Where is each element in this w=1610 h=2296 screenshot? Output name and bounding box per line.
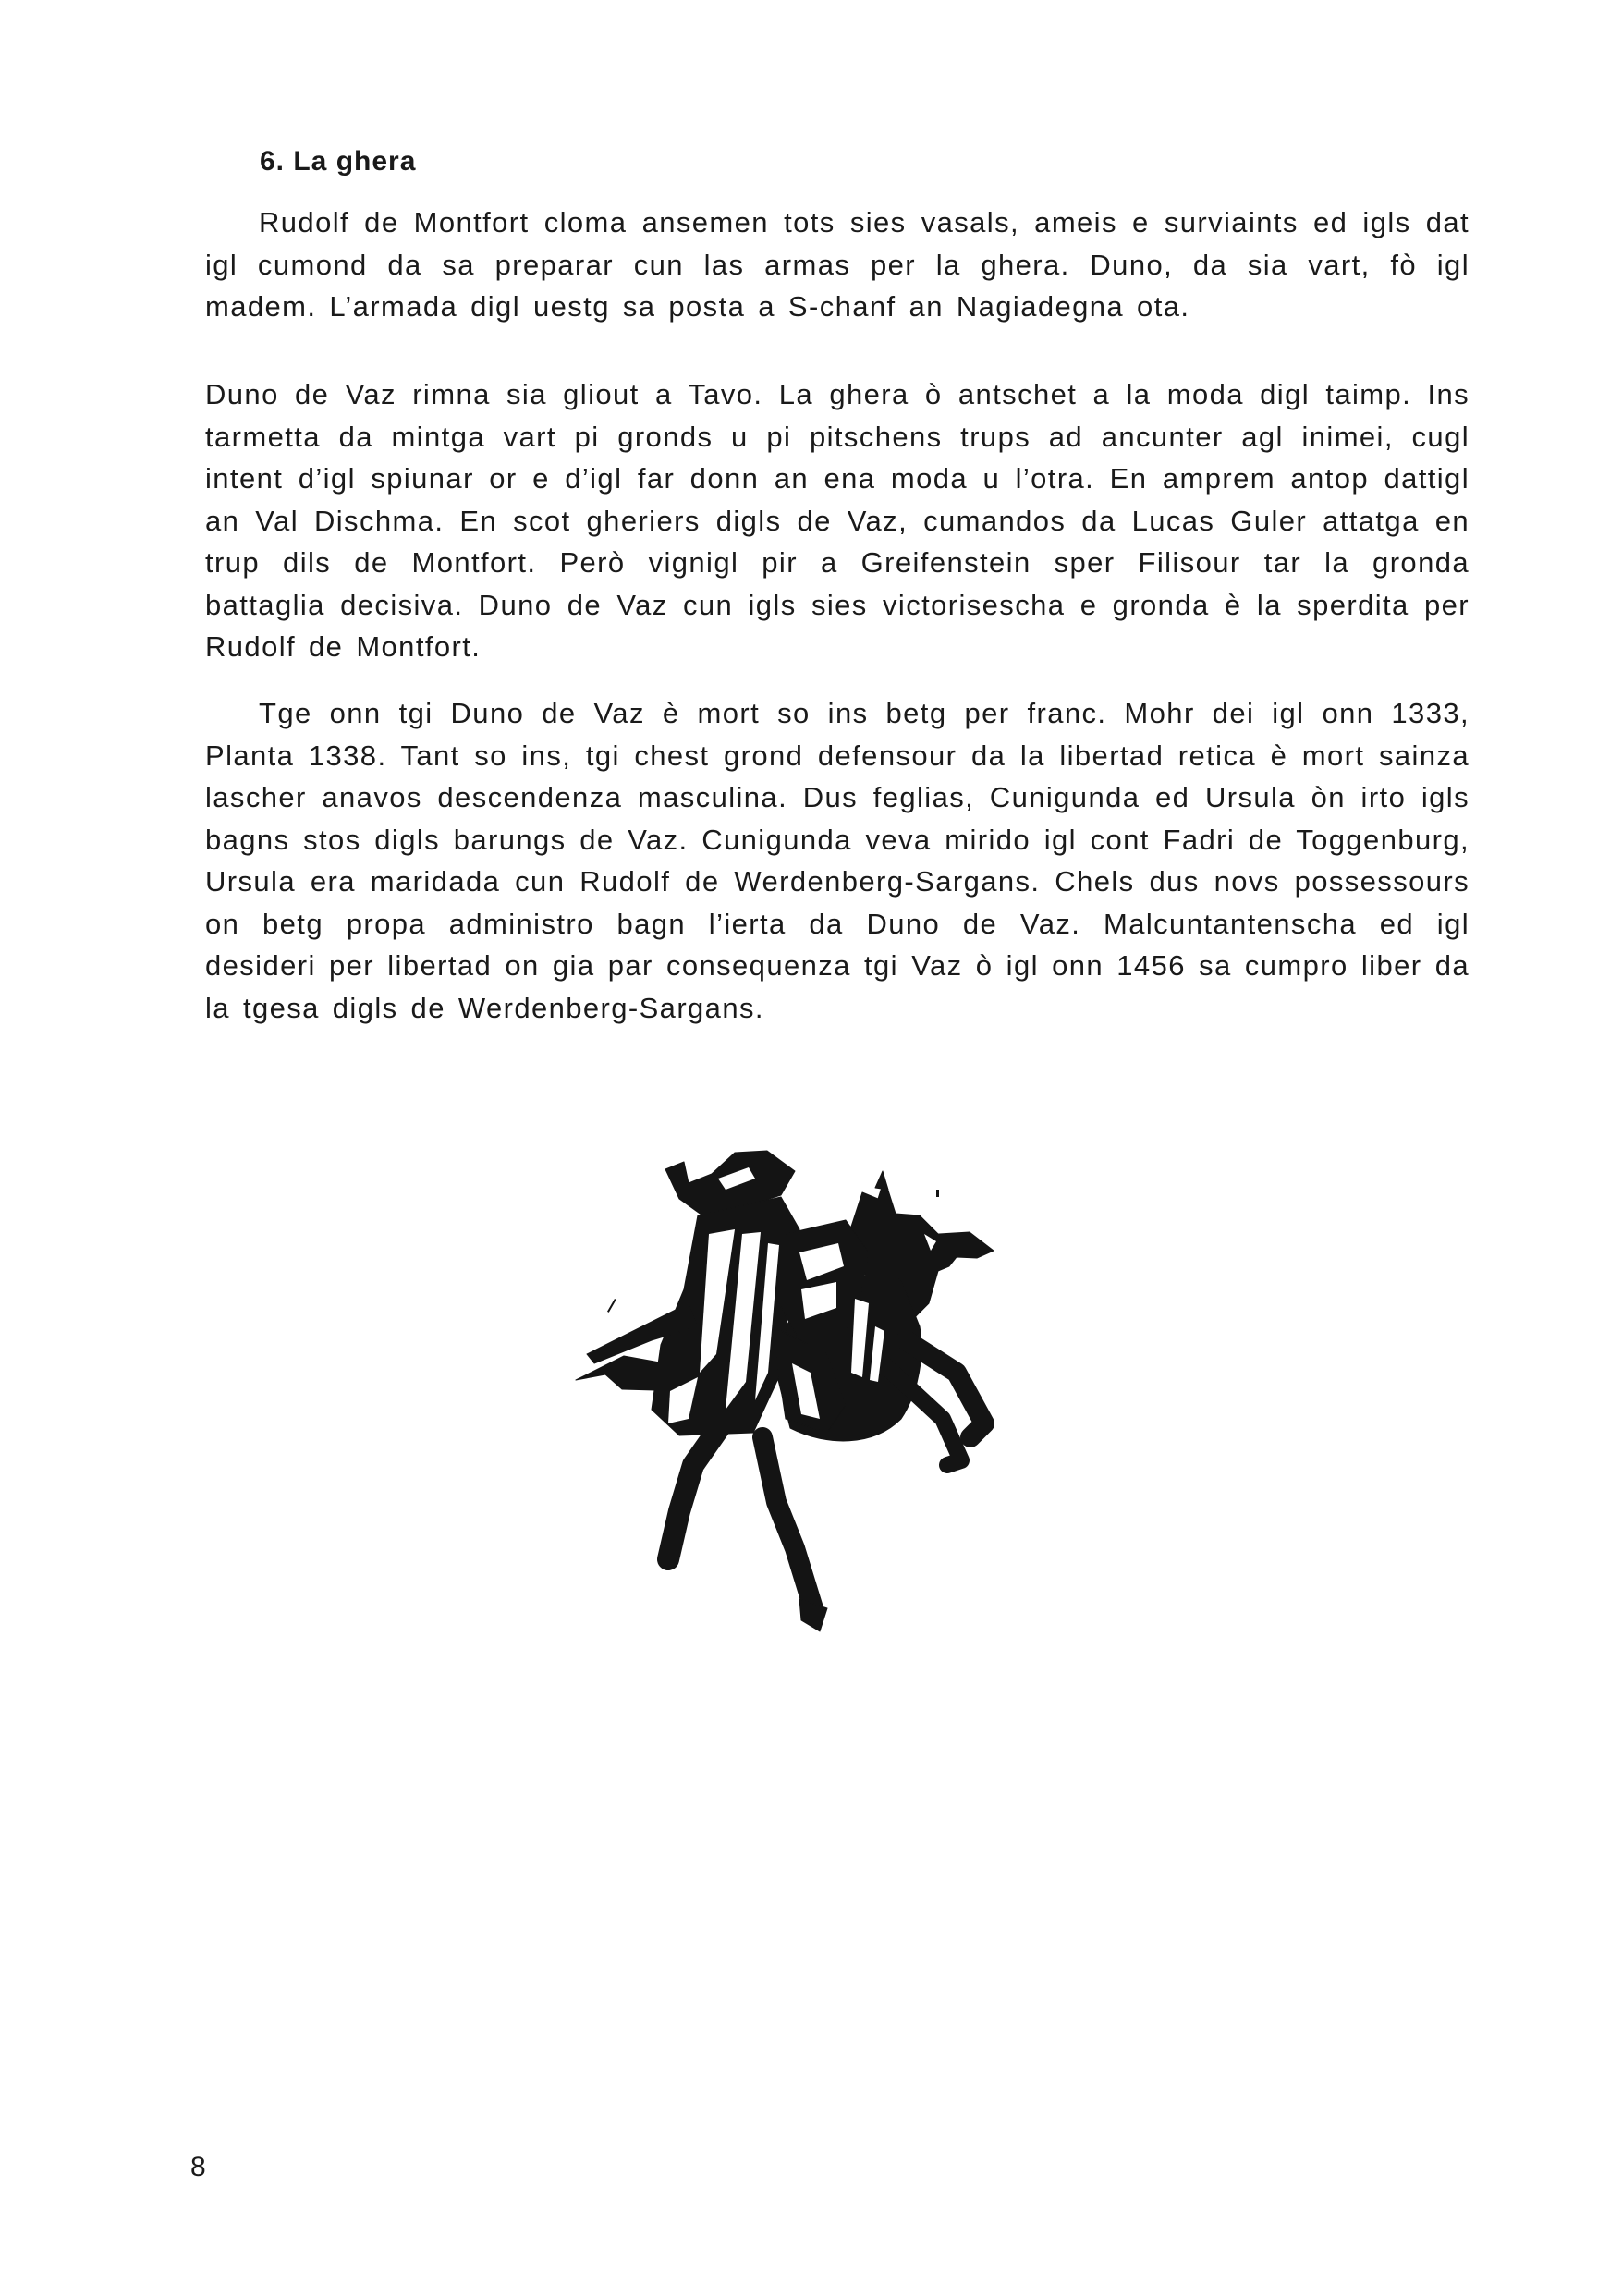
section-heading: 6. La ghera [260,146,417,177]
paragraph-2: Duno de Vaz rimna sia gliout a Tavo. La ghera ò antschet a la moda digl taimp. Ins tarmetta da mintga vart pi gronds u pi pitschens trups ad ancunter agl inimei, cugl intent d’igl spiunar or e d’igl far donn an ena moda u l’otra. En amprem antop dattigl an Val Dischma. En scot gheriers digls de Vaz, cumandos da Lucas Guler attatga en trup dils de Montfort. Però vignigl pir a Greifenstein sper Filisour tar la gronda battaglia decisiva. Duno de Vaz cun igls sies victorisescha e gronda è la sperdita per Rudolf de Montfort. [205,378,1470,663]
paragraph-3: Tge onn tgi Duno de Vaz è mort so ins betg per franc. Mohr dei igl onn 1333, Planta 1338. Tant so ins, tgi chest grond defensour da la libertad retica è mort sainza lascher anavos descendenza masculina. Dus feglias, Cunigunda ed Ursula òn irto igls bagns stos digls barungs de Vaz. Cunigunda veva mirido igl cont Fadri de Toggenburg, Ursula era maridada cun Rudolf de Werdenberg-Sargans. Chels dus novs possessours on betg propa administro bagn l’ierta da Duno de Vaz. Malcuntantenscha ed igl desideri per libertad on gia par consequenza tgi Vaz ò igl onn 1456 sa cumpro liber da la tgesa digls de Werdenberg-Sargans. [205,697,1470,1024]
horse-hoof [799,1599,827,1631]
paragraph-1: Rudolf de Montfort cloma ansemen tots sies vasals, ameis e surviaints ed igls dat igl cumond da sa preparar cun las armas per la ghera. Duno, da sia vart, fò igl madem. L’armada digl uestg sa posta a S-chanf an Nagiadegna ota. [205,206,1470,323]
horse-rider-woodcut-icon [550,1142,1109,1641]
horse-hind-leg-2 [762,1437,813,1608]
horse-hind-leg-1 [668,1419,726,1559]
horse-ear [875,1171,888,1190]
page-number: 8 [190,2152,206,2182]
